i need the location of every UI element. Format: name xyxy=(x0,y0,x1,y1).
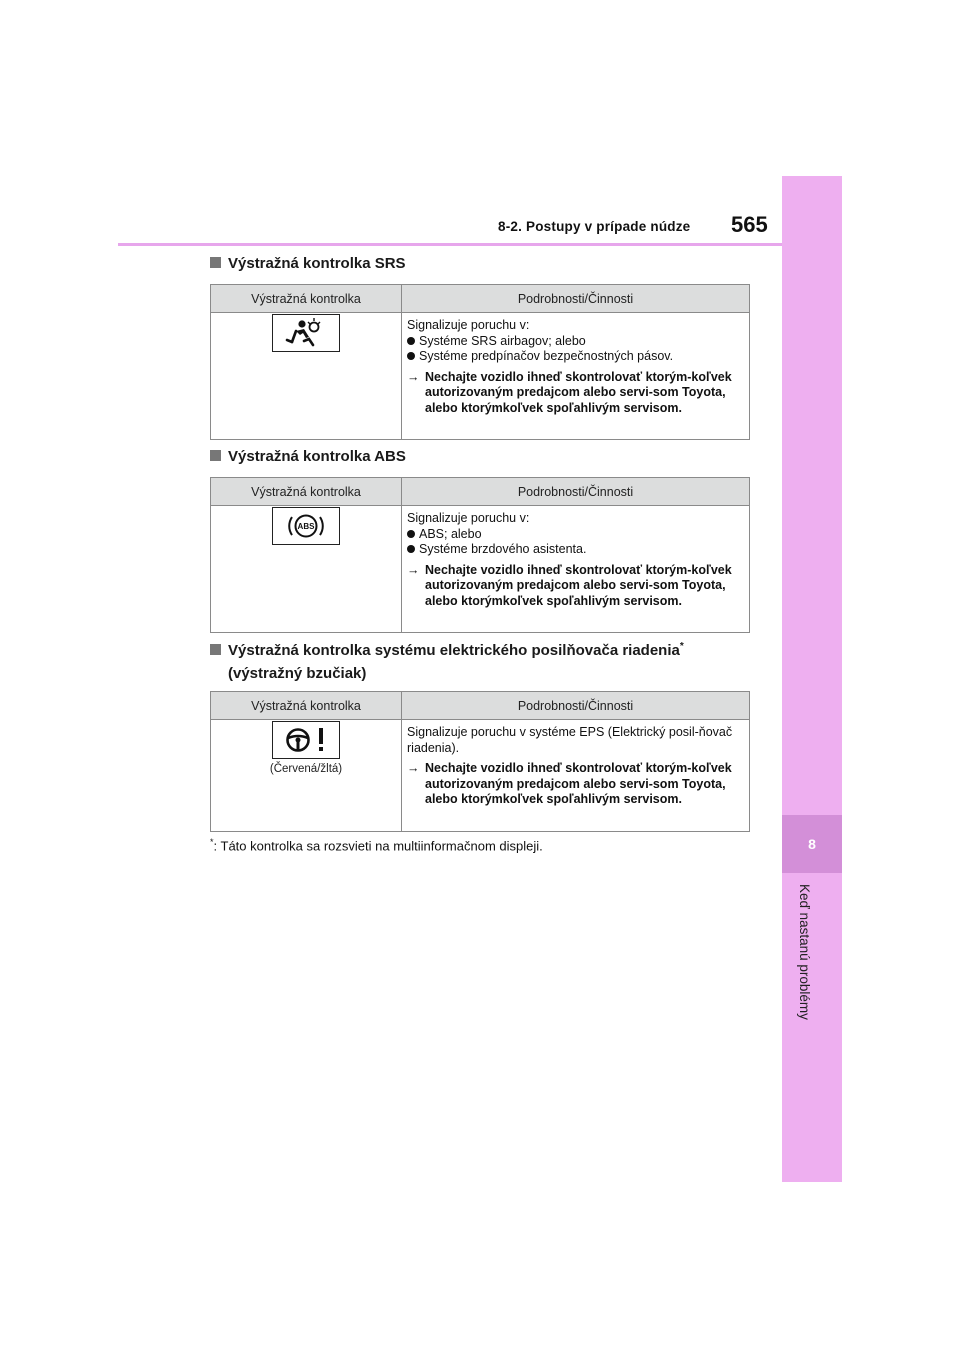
square-bullet-icon xyxy=(210,450,221,461)
arrow-icon: → xyxy=(407,369,420,384)
footnote-marker: * xyxy=(679,641,684,652)
icon-cell xyxy=(211,506,402,633)
abs-warning-icon xyxy=(272,507,340,545)
srs-airbag-warning-icon xyxy=(272,314,340,352)
list-item: Systéme SRS airbagov; alebo xyxy=(407,334,743,350)
detail-intro: Signalizuje poruchu v: xyxy=(407,318,530,332)
svg-text:ABS: ABS xyxy=(297,522,315,531)
action-instruction: → Nechajte vozidlo ihneď skontrolovať ktorým-koľvek autorizovaným predajcom alebo servi-som Toyota, alebo ktorýmkoľvek spoľahlivým servisom. xyxy=(407,369,732,415)
eps-warning-table xyxy=(210,691,750,832)
chapter-title: 8-2. Postupy v prípade núdze xyxy=(498,219,691,234)
section-heading-srs: Výstražná kontrolka SRS xyxy=(210,255,406,272)
footnote: *: Táto kontrolka sa rozsvieti na multiinformačnom displeji. xyxy=(210,837,543,854)
details-cell xyxy=(402,313,750,440)
details-cell xyxy=(402,720,750,832)
action-instruction: → Nechajte vozidlo ihneď skontrolovať ktorým-koľvek autorizovaným predajcom alebo servi-som Toyota, alebo ktorýmkoľvek spoľahlivým servisom. xyxy=(407,761,732,806)
arrow-icon: → xyxy=(407,562,420,577)
icon-color-note: (Červená/žltá) xyxy=(269,763,343,775)
bullet-dot-icon xyxy=(407,545,415,553)
list-item: Systéme brzdového asistenta. xyxy=(407,542,743,558)
details-cell xyxy=(402,506,750,633)
detail-intro: Signalizuje poruchu v: xyxy=(407,511,530,525)
square-bullet-icon xyxy=(210,257,221,268)
table-header-light: Výstražná kontrolka xyxy=(211,285,402,313)
table-header-details: Podrobnosti/Činnosti xyxy=(402,285,750,313)
section-heading-abs: Výstražná kontrolka ABS xyxy=(210,448,406,465)
header-divider xyxy=(118,243,782,246)
srs-warning-table xyxy=(210,284,750,440)
table-header-light: Výstražná kontrolka xyxy=(211,478,402,506)
chapter-side-tab xyxy=(782,176,842,1182)
section-heading-eps: Výstražná kontrolka systému elektrického posilňovača riadenia* xyxy=(210,641,684,659)
table-header-details: Podrobnosti/Činnosti xyxy=(402,478,750,506)
bullet-dot-icon xyxy=(407,352,415,360)
bullet-dot-icon xyxy=(407,337,415,345)
eps-warning-icon xyxy=(272,721,340,759)
icon-cell xyxy=(211,720,402,832)
list-item: ABS; alebo xyxy=(407,527,743,543)
square-bullet-icon xyxy=(210,644,221,655)
abs-warning-table xyxy=(210,477,750,633)
table-header-details: Podrobnosti/Činnosti xyxy=(402,692,750,720)
detail-intro: Signalizuje poruchu v systéme EPS (Elektrický posil-ňovač riadenia). xyxy=(407,725,733,755)
chapter-number-tab: 8 xyxy=(782,815,842,873)
section-heading-eps-line2: (výstražný bzučiak) xyxy=(228,665,367,682)
arrow-icon: → xyxy=(407,761,420,775)
table-header-light: Výstražná kontrolka xyxy=(211,692,402,720)
page-number: 565 xyxy=(731,212,768,237)
list-item: Systéme predpínačov bezpečnostných pásov. xyxy=(407,349,743,365)
bullet-dot-icon xyxy=(407,530,415,538)
action-instruction: → Nechajte vozidlo ihneď skontrolovať ktorým-koľvek autorizovaným predajcom alebo servi-som Toyota, alebo ktorýmkoľvek spoľahlivým servisom. xyxy=(407,562,732,608)
icon-cell xyxy=(211,313,402,440)
footnote-marker: * xyxy=(210,837,214,847)
chapter-side-label: Keď nastanú problémy xyxy=(797,884,812,1020)
